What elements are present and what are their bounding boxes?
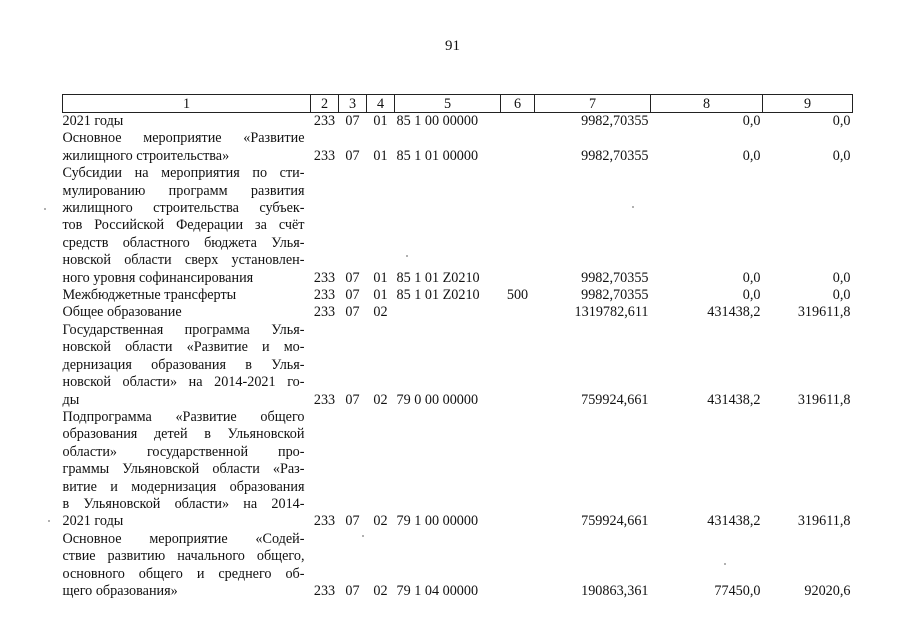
scan-speck bbox=[44, 208, 46, 210]
amount-cell-8: 0,0 bbox=[742, 113, 761, 129]
subsection-code-cell: 01 bbox=[373, 147, 388, 164]
row-name-cell bbox=[63, 322, 311, 409]
expense-type-cell bbox=[501, 113, 535, 131]
row-name-cell bbox=[63, 287, 311, 304]
section-code-cell: 07 bbox=[345, 113, 360, 129]
subsection-code-cell: 02 bbox=[373, 391, 388, 408]
grbs-code-cell: 233 bbox=[313, 391, 336, 408]
amount-cell-9: 92020,6 bbox=[804, 582, 851, 599]
row-name-line: Подпрограмма «Развитие общего bbox=[62, 408, 305, 425]
amount-cell-9: 319611,8 bbox=[797, 304, 851, 321]
target-article-cell: 79 1 04 00000 bbox=[396, 582, 479, 599]
row-name-cell bbox=[63, 165, 311, 287]
section-code-cell: 07 bbox=[345, 304, 360, 321]
target-article-cell bbox=[395, 304, 501, 321]
row-name-line: граммы Ульяновской области «Раз- bbox=[62, 461, 305, 478]
amount-cell-7: 9982,70355 bbox=[581, 147, 649, 164]
scan-speck bbox=[362, 535, 364, 537]
table-row bbox=[63, 304, 853, 321]
page-number: 91 bbox=[445, 38, 460, 54]
amount-cell-8: 0,0 bbox=[742, 147, 761, 164]
amount-cell-9: 0,0 bbox=[832, 113, 851, 129]
column-header: 5 bbox=[395, 95, 501, 113]
row-name-line: новской области «Развитие и мо- bbox=[62, 339, 305, 356]
row-name-line: щего образования» bbox=[62, 582, 178, 599]
row-name-cell bbox=[63, 113, 311, 131]
table-row bbox=[63, 287, 853, 304]
scan-speck bbox=[632, 206, 634, 208]
scan-speck bbox=[406, 255, 408, 257]
grbs-code-cell: 233 bbox=[313, 287, 336, 304]
row-name-line: Межбюджетные трансферты bbox=[62, 287, 237, 304]
column-header: 8 bbox=[651, 95, 763, 113]
amount-cell-9: 0,0 bbox=[832, 287, 851, 304]
amount-cell-9: 0,0 bbox=[832, 269, 851, 286]
row-name-line: жилищного строительства» bbox=[62, 147, 230, 164]
amount-cell-8: 77450,0 bbox=[714, 582, 761, 599]
table-row bbox=[63, 531, 853, 601]
subsection-code-cell: 02 bbox=[373, 513, 388, 530]
subsection-code-cell: 01 bbox=[373, 113, 388, 129]
row-name-line: средств областного бюджета Улья- bbox=[62, 234, 305, 251]
column-header: 7 bbox=[535, 95, 651, 113]
target-article-cell: 79 0 00 00000 bbox=[396, 391, 479, 408]
section-code-cell: 07 bbox=[345, 582, 360, 599]
target-article-cell: 85 1 00 00000 bbox=[396, 113, 479, 129]
row-name-line: мулированию программ развития bbox=[62, 182, 305, 199]
section-code-cell: 07 bbox=[345, 147, 360, 164]
target-article-cell: 85 1 01 Z0210 bbox=[396, 287, 480, 304]
amount-cell-7: 759924,661 bbox=[581, 391, 649, 408]
budget-table bbox=[62, 94, 853, 600]
section-code-cell: 07 bbox=[345, 513, 360, 530]
amount-cell-7: 190863,361 bbox=[581, 582, 649, 599]
table-row bbox=[63, 165, 853, 287]
column-header: 1 bbox=[63, 95, 311, 113]
grbs-code-cell: 233 bbox=[313, 269, 336, 286]
column-header: 4 bbox=[367, 95, 395, 113]
amount-cell-7: 9982,70355 bbox=[581, 113, 649, 129]
amount-cell-8: 0,0 bbox=[742, 269, 761, 286]
table-row bbox=[63, 409, 853, 531]
expense-type-cell: 500 bbox=[506, 287, 529, 304]
amount-cell-7: 759924,661 bbox=[581, 513, 649, 530]
subsection-code-cell: 01 bbox=[373, 287, 388, 304]
amount-cell-7: 1319782,611 bbox=[574, 304, 649, 321]
table-body bbox=[63, 113, 853, 601]
scan-speck bbox=[724, 563, 726, 565]
row-name-line: Основное мероприятие «Развитие bbox=[62, 130, 305, 147]
amount-cell-9: 0,0 bbox=[832, 147, 851, 164]
row-name-line: в Ульяновской области» на 2014- bbox=[62, 495, 305, 512]
subsection-code-cell: 02 bbox=[373, 304, 388, 321]
expense-type-cell bbox=[501, 322, 535, 409]
section-code-cell: 07 bbox=[345, 391, 360, 408]
column-header: 9 bbox=[763, 95, 853, 113]
grbs-code-cell: 233 bbox=[313, 582, 336, 599]
target-article-cell: 79 1 00 00000 bbox=[396, 513, 479, 530]
amount-cell-7: 9982,70355 bbox=[581, 269, 649, 286]
row-name-line: тов Российской Федерации за счёт bbox=[62, 217, 305, 234]
row-name-line: ного уровня софинансирования bbox=[62, 269, 254, 286]
expense-type-cell bbox=[501, 409, 535, 531]
scan-speck bbox=[48, 520, 50, 522]
section-code-cell: 07 bbox=[345, 287, 360, 304]
grbs-code-cell: 233 bbox=[313, 113, 336, 129]
expense-type-cell bbox=[501, 304, 535, 321]
row-name-line: области» государственной про- bbox=[62, 443, 305, 460]
row-name-cell bbox=[63, 531, 311, 601]
amount-cell-8: 431438,2 bbox=[707, 513, 761, 530]
amount-cell-8: 431438,2 bbox=[707, 391, 761, 408]
table-row bbox=[63, 113, 853, 131]
row-name-cell bbox=[63, 130, 311, 165]
row-name-line: ды bbox=[62, 391, 80, 408]
row-name-line: новской области» на 2014-2021 го- bbox=[62, 374, 305, 391]
row-name-line: Общее образование bbox=[62, 304, 182, 321]
table-header-row bbox=[63, 95, 853, 113]
row-name-line: дернизация образования в Улья- bbox=[62, 356, 305, 373]
grbs-code-cell: 233 bbox=[313, 304, 336, 321]
expense-type-cell bbox=[501, 130, 535, 165]
amount-cell-7: 9982,70355 bbox=[581, 287, 649, 304]
table-row bbox=[63, 322, 853, 409]
row-name-line: витие и модернизация образования bbox=[62, 478, 305, 495]
grbs-code-cell: 233 bbox=[313, 147, 336, 164]
row-name-line: Государственная программа Улья- bbox=[62, 321, 305, 338]
target-article-cell: 85 1 01 Z0210 bbox=[396, 269, 480, 286]
row-name-line: новской области сверх установлен- bbox=[62, 252, 305, 269]
row-name-line: жилищного строительства субъек- bbox=[62, 200, 305, 217]
amount-cell-8: 431438,2 bbox=[707, 304, 761, 321]
subsection-code-cell: 02 bbox=[373, 582, 388, 599]
table-row bbox=[63, 130, 853, 165]
row-name-line: 2021 годы bbox=[62, 113, 124, 129]
row-name-line: ствие развитию начального общего, bbox=[62, 548, 305, 565]
expense-type-cell bbox=[501, 165, 535, 287]
row-name-line: 2021 годы bbox=[62, 513, 124, 530]
column-header: 2 bbox=[311, 95, 339, 113]
row-name-line: Основное мероприятие «Содей- bbox=[62, 530, 305, 547]
column-header: 3 bbox=[339, 95, 367, 113]
row-name-line: Субсидии на мероприятия по сти- bbox=[62, 165, 305, 182]
expense-type-cell bbox=[501, 531, 535, 601]
row-name-cell bbox=[63, 409, 311, 531]
subsection-code-cell: 01 bbox=[373, 269, 388, 286]
target-article-cell: 85 1 01 00000 bbox=[396, 147, 479, 164]
amount-cell-8: 0,0 bbox=[742, 287, 761, 304]
amount-cell-9: 319611,8 bbox=[797, 513, 851, 530]
amount-cell-9: 319611,8 bbox=[797, 391, 851, 408]
row-name-line: образования детей в Ульяновской bbox=[62, 426, 305, 443]
column-header: 6 bbox=[501, 95, 535, 113]
section-code-cell: 07 bbox=[345, 269, 360, 286]
row-name-cell bbox=[63, 304, 311, 321]
row-name-line: основного общего и среднего об- bbox=[62, 565, 305, 582]
grbs-code-cell: 233 bbox=[313, 513, 336, 530]
